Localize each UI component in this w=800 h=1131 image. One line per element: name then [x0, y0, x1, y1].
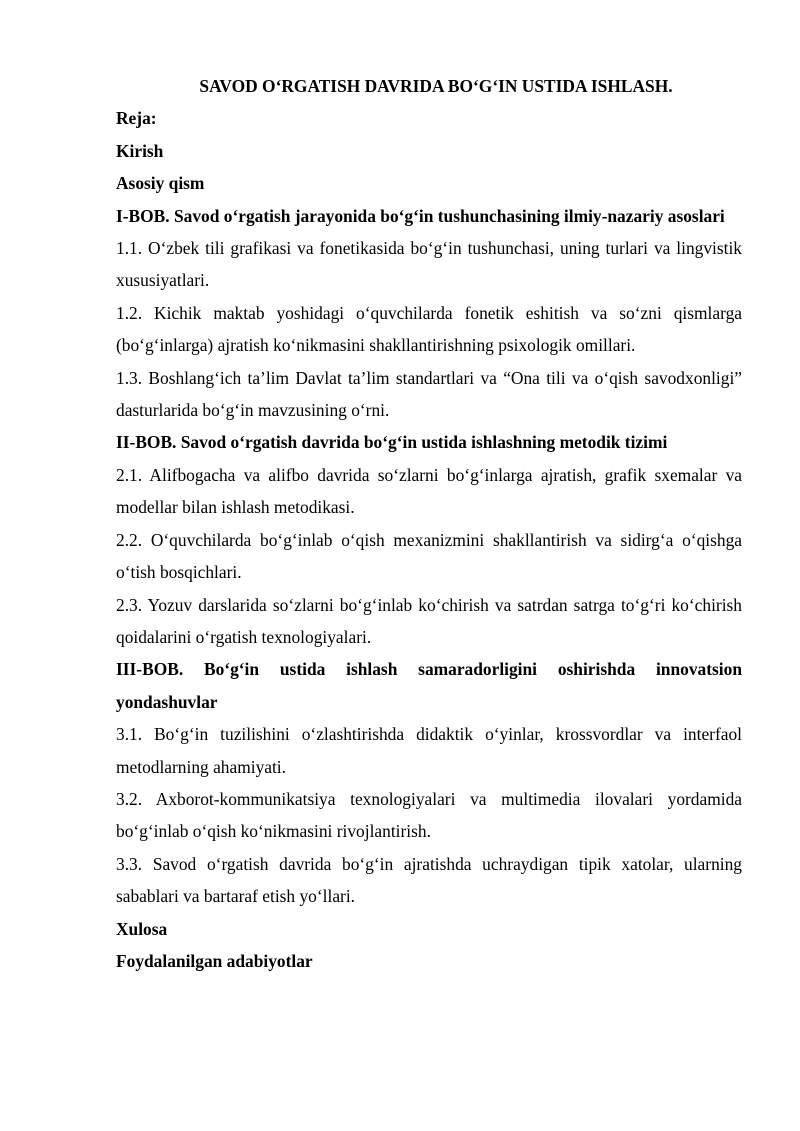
section-2-1: 2.1. Alifbogacha va alifbo davrida so‘zlarni bo‘g‘inlarga ajratish, grafik sxemalar va modellar bilan ishlash metodikasi.	[116, 464, 742, 518]
intro-heading: Kirish	[116, 140, 164, 161]
chapter-3-heading: III-BOB. Bo‘g‘in ustida ishlash samaradorligini oshirishda innovatsion yondashuvlar	[116, 659, 742, 712]
references-heading: Foydalanilgan adabiyotlar	[116, 950, 313, 971]
section-1-3: 1.3. Boshlang‘ich ta’lim Davlat ta’lim standartlari va “Ona tili va o‘qish savodxonligi” dasturlarida bo‘g‘in mavzusining o‘rni.	[116, 367, 742, 421]
section-3-2: 3.2. Axborot-kommunikatsiya texnologiyalari va multimedia ilovalari yordamida bo‘g‘inlab o‘qish ko‘nikmasini rivojlantirish.	[116, 788, 742, 842]
section-3-1: 3.1. Bo‘g‘in tuzilishini o‘zlashtirishda didaktik o‘yinlar, krossvordlar va interfaol metodlarning ahamiyati.	[116, 724, 742, 777]
section-2-2: 2.2. O‘quvchilarda bo‘g‘inlab o‘qish mexanizmini shakllantirish va sidirg‘a o‘qishga o‘tish bosqichlari.	[116, 529, 742, 583]
section-3-3: 3.3. Savod o‘rgatish davrida bo‘g‘in ajratishda uchraydigan tipik xatolar, ularning sabablari va bartaraf etish yo‘llari.	[116, 853, 742, 907]
section-1-1: 1.1. O‘zbek tili grafikasi va fonetikasida bo‘g‘in tushunchasi, uning turlari va lingvistik xususiyatlari.	[116, 238, 742, 291]
plan-label: Reja:	[116, 108, 157, 129]
conclusion-heading: Xulosa	[116, 918, 168, 939]
document-title: SAVOD O‘RGATISH DAVRIDA BO‘G‘IN USTIDA ISHLASH.	[199, 76, 673, 96]
main-part-heading: Asosiy qism	[116, 173, 205, 194]
section-2-3: 2.3. Yozuv darslarida so‘zlarni bo‘g‘inlab ko‘chirish va satrdan satrga to‘g‘ri ko‘chirish qoidalarini o‘rgatish texnologiyalari.	[116, 594, 742, 647]
chapter-2-heading: II-BOB. Savod o‘rgatish davrida bo‘g‘in ustida ishlashning metodik tizimi	[116, 432, 668, 453]
chapter-1-heading: I-BOB. Savod o‘rgatish jarayonida bo‘g‘in tushunchasining ilmiy-nazariy asoslari	[116, 205, 725, 226]
section-1-2: 1.2. Kichik maktab yoshidagi o‘quvchilarda fonetik eshitish va so‘zni qismlarga (bo‘g‘inlarga) ajratish ko‘nikmasini shakllantirishning psixologik omillari.	[116, 302, 742, 356]
document-page	[116, 70, 742, 977]
